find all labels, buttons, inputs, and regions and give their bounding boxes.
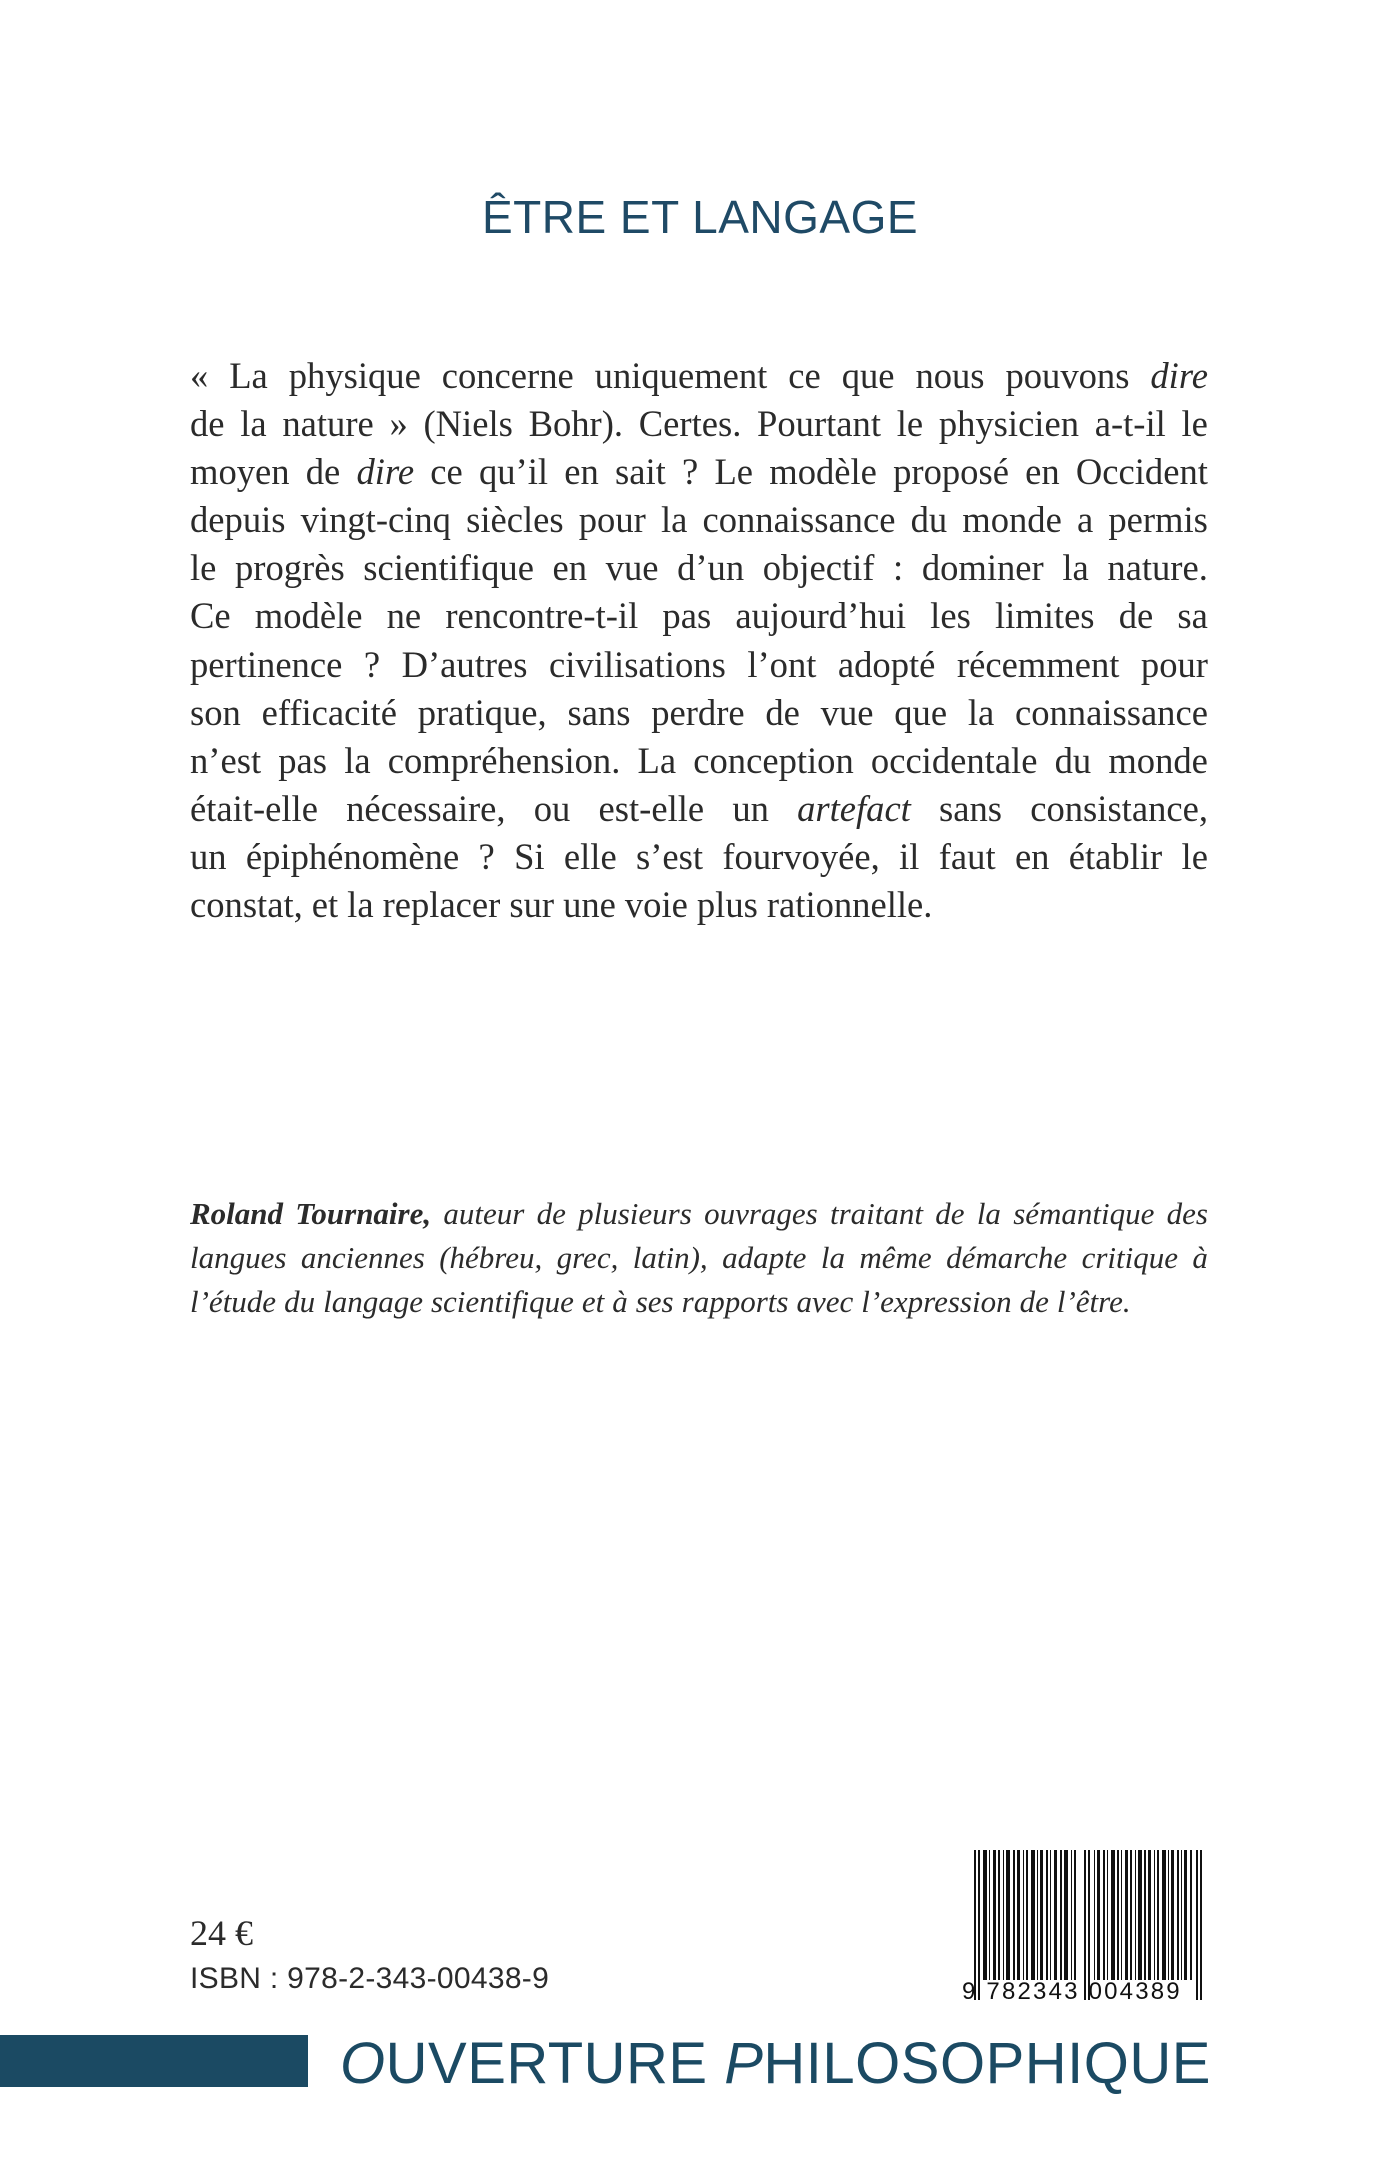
word: le <box>1181 835 1208 877</box>
blurb-line <box>190 400 1208 448</box>
word: La <box>637 739 677 781</box>
author-bio <box>190 1192 1208 1324</box>
word: proposé <box>893 451 1009 493</box>
word: latin), <box>632 1240 708 1275</box>
word: nous <box>915 355 985 396</box>
price-label: 24 € <box>190 1913 253 1953</box>
word: adapte <box>722 1240 807 1275</box>
blurb-line <box>190 352 1208 400</box>
blurb-line <box>190 641 1208 689</box>
word: démarche <box>946 1240 1068 1275</box>
word: ne <box>386 595 422 637</box>
barcode-digits: 9 782343 004389 <box>962 1978 1182 2005</box>
word: ? <box>478 835 495 877</box>
word: replacer <box>382 884 501 926</box>
word: ? <box>682 451 699 493</box>
word: occidentale <box>870 739 1038 781</box>
word: ouvrages <box>704 1196 818 1231</box>
word: plus <box>696 884 758 926</box>
word: grec, <box>556 1240 619 1275</box>
book-title: ÊTRE ET LANGAGE <box>481 191 919 243</box>
word: efficacité <box>261 691 397 733</box>
word: sait <box>615 451 666 493</box>
word: du <box>910 499 948 541</box>
word: pertinence <box>190 643 343 685</box>
word: dire <box>356 451 415 493</box>
blurb-line <box>190 689 1208 737</box>
word: établir <box>1068 835 1163 877</box>
word: Occident <box>1075 451 1208 493</box>
word: les <box>930 595 971 637</box>
word: rapports <box>681 1284 789 1319</box>
word: pratique, <box>417 691 547 733</box>
word: du <box>1054 739 1092 781</box>
word: pas <box>662 595 712 637</box>
word: pas <box>278 739 328 781</box>
word: ? <box>363 643 381 685</box>
word: en <box>1025 451 1060 493</box>
word: vue <box>820 691 874 733</box>
word: monde <box>962 499 1062 541</box>
word: scientifique <box>363 547 534 589</box>
word: permis <box>1108 499 1208 541</box>
word: langage <box>323 1284 423 1319</box>
word: et <box>581 1284 605 1319</box>
word: monde <box>1108 739 1208 781</box>
word: l’étude <box>190 1284 277 1319</box>
word: la <box>347 884 374 926</box>
word: sans <box>939 787 1003 829</box>
word: Pourtant <box>757 403 881 445</box>
word: depuis <box>190 499 286 541</box>
word: à <box>1192 1240 1208 1275</box>
word: même <box>859 1240 932 1275</box>
word: D’autres <box>401 643 528 685</box>
blurb-line <box>190 448 1208 496</box>
word: uniquement <box>594 355 768 396</box>
word: le <box>190 547 217 589</box>
word: a <box>1076 499 1094 541</box>
word: la <box>820 1240 845 1275</box>
word: elle <box>563 835 617 877</box>
word: des <box>1166 1196 1208 1231</box>
word: la <box>976 1196 1001 1231</box>
word: fourvoyée, <box>722 835 880 877</box>
word: physique <box>288 355 421 396</box>
word: du <box>284 1284 316 1319</box>
bio-line <box>190 1280 1208 1324</box>
word: de <box>1019 1284 1049 1319</box>
word: récemment <box>956 643 1120 685</box>
word: Bohr). <box>528 403 624 445</box>
word: sémantique <box>1013 1196 1155 1231</box>
word: la <box>967 691 995 733</box>
word: son <box>190 691 241 733</box>
word: en <box>552 547 588 589</box>
word: un <box>732 787 769 829</box>
word: traitant <box>830 1196 924 1231</box>
word: pour <box>578 499 646 541</box>
word: épiphénomène <box>245 835 460 877</box>
word: un <box>190 835 227 877</box>
word: la <box>344 739 371 781</box>
series-initial-o: O <box>340 2031 386 2096</box>
word: l’ont <box>747 643 817 685</box>
word: Ce <box>190 595 231 637</box>
word: limites <box>994 595 1095 637</box>
word: » <box>389 403 408 445</box>
word: faut <box>938 835 996 877</box>
word: de <box>935 1196 965 1231</box>
word: critique <box>1081 1240 1178 1275</box>
word: en <box>564 451 599 493</box>
word: vue <box>605 547 659 589</box>
word: de <box>765 691 800 733</box>
word: compréhension. <box>387 739 621 781</box>
blurb-line <box>190 496 1208 544</box>
word: ou <box>533 787 571 829</box>
word: la <box>660 499 688 541</box>
blurb-line <box>190 881 1208 929</box>
word: l’être. <box>1056 1284 1131 1319</box>
word: constat, <box>190 884 303 926</box>
bio-line <box>190 1192 1208 1236</box>
word: auteur <box>443 1196 525 1231</box>
word: « <box>190 355 209 396</box>
word: concerne <box>441 355 574 396</box>
word: rencontre-t-il <box>445 595 639 637</box>
word: connaissance <box>702 499 896 541</box>
word: moyen <box>190 451 290 493</box>
word: sa <box>1177 595 1208 637</box>
word: pouvons <box>1005 355 1130 396</box>
word: le <box>896 403 924 445</box>
word: dominer <box>921 547 1044 589</box>
word: nécessaire, <box>346 787 506 829</box>
word: était-elle <box>190 787 318 829</box>
word: il <box>899 835 920 877</box>
word: en <box>1014 835 1050 877</box>
word: nature. <box>1107 547 1208 589</box>
word: ce <box>430 451 463 493</box>
word: plusieurs <box>578 1196 692 1231</box>
word: : <box>893 547 904 589</box>
word: a-t-il <box>1094 403 1166 445</box>
word: qu’il <box>478 451 549 493</box>
word: le <box>1181 403 1208 445</box>
word: voie <box>624 884 688 926</box>
word: est-elle <box>598 787 705 829</box>
word: sur <box>509 884 555 926</box>
word: vingt-cinq <box>300 499 451 541</box>
blurb-line <box>190 592 1208 640</box>
word: (hébreu, <box>439 1240 543 1275</box>
blurb-line <box>190 833 1208 881</box>
series-initial-p: P <box>724 2031 764 2096</box>
word: objectif <box>762 547 875 589</box>
word: artefact <box>797 787 911 829</box>
word: d’un <box>677 547 745 589</box>
series-name <box>340 2030 1211 2097</box>
word: dire <box>1150 355 1208 396</box>
word: consistance, <box>1030 787 1208 829</box>
word: et <box>311 884 339 926</box>
word: physicien <box>938 403 1079 445</box>
word: Si <box>514 835 545 877</box>
blurb-line <box>190 544 1208 592</box>
word: une <box>563 884 616 926</box>
word: la <box>1062 547 1089 589</box>
word: ses <box>635 1284 674 1319</box>
word: progrès <box>235 547 345 589</box>
blurb-line <box>190 785 1208 833</box>
word: n’est <box>190 739 262 781</box>
word: conception <box>693 739 854 781</box>
word: rationnelle. <box>766 884 933 926</box>
word: de <box>536 1196 566 1231</box>
blurb-text <box>190 352 1208 929</box>
word: Roland <box>190 1196 284 1231</box>
word: anciennes <box>300 1240 425 1275</box>
word: La <box>229 355 268 396</box>
word: scientifique <box>430 1284 574 1319</box>
word: que <box>894 691 948 733</box>
word: modèle <box>769 451 877 493</box>
word: nature <box>282 403 374 445</box>
series-word-1-rest: UVERTURE <box>385 2031 725 2096</box>
word: la <box>240 403 267 445</box>
word: connaissance <box>1014 691 1208 733</box>
word: civilisations <box>549 643 726 685</box>
word: pour <box>1140 643 1208 685</box>
word: ce <box>788 355 821 396</box>
word: avec <box>796 1284 854 1319</box>
word: adopté <box>837 643 936 685</box>
series-color-band <box>0 2035 308 2087</box>
word: sans <box>567 691 631 733</box>
series-word-2-rest: HILOSOPHIQUE <box>763 2031 1211 2096</box>
word: Le <box>714 451 754 493</box>
word: à <box>612 1284 628 1319</box>
word: modèle <box>254 595 363 637</box>
word: de <box>305 451 341 493</box>
word: s’est <box>636 835 704 877</box>
word: l’expression <box>861 1284 1012 1319</box>
word: (Niels <box>423 403 513 445</box>
word: Certes. <box>638 403 742 445</box>
word: de <box>1118 595 1154 637</box>
word: perdre <box>651 691 745 733</box>
word: siècles <box>466 499 564 541</box>
word: Tournaire, <box>295 1196 432 1231</box>
word: que <box>841 355 895 396</box>
word: langues <box>190 1240 287 1275</box>
isbn-label: ISBN : 978-2-343-00438-9 <box>190 1962 550 1995</box>
bio-line <box>190 1236 1208 1280</box>
blurb-line <box>190 737 1208 785</box>
word: aujourd’hui <box>735 595 907 637</box>
word: de <box>190 403 225 445</box>
